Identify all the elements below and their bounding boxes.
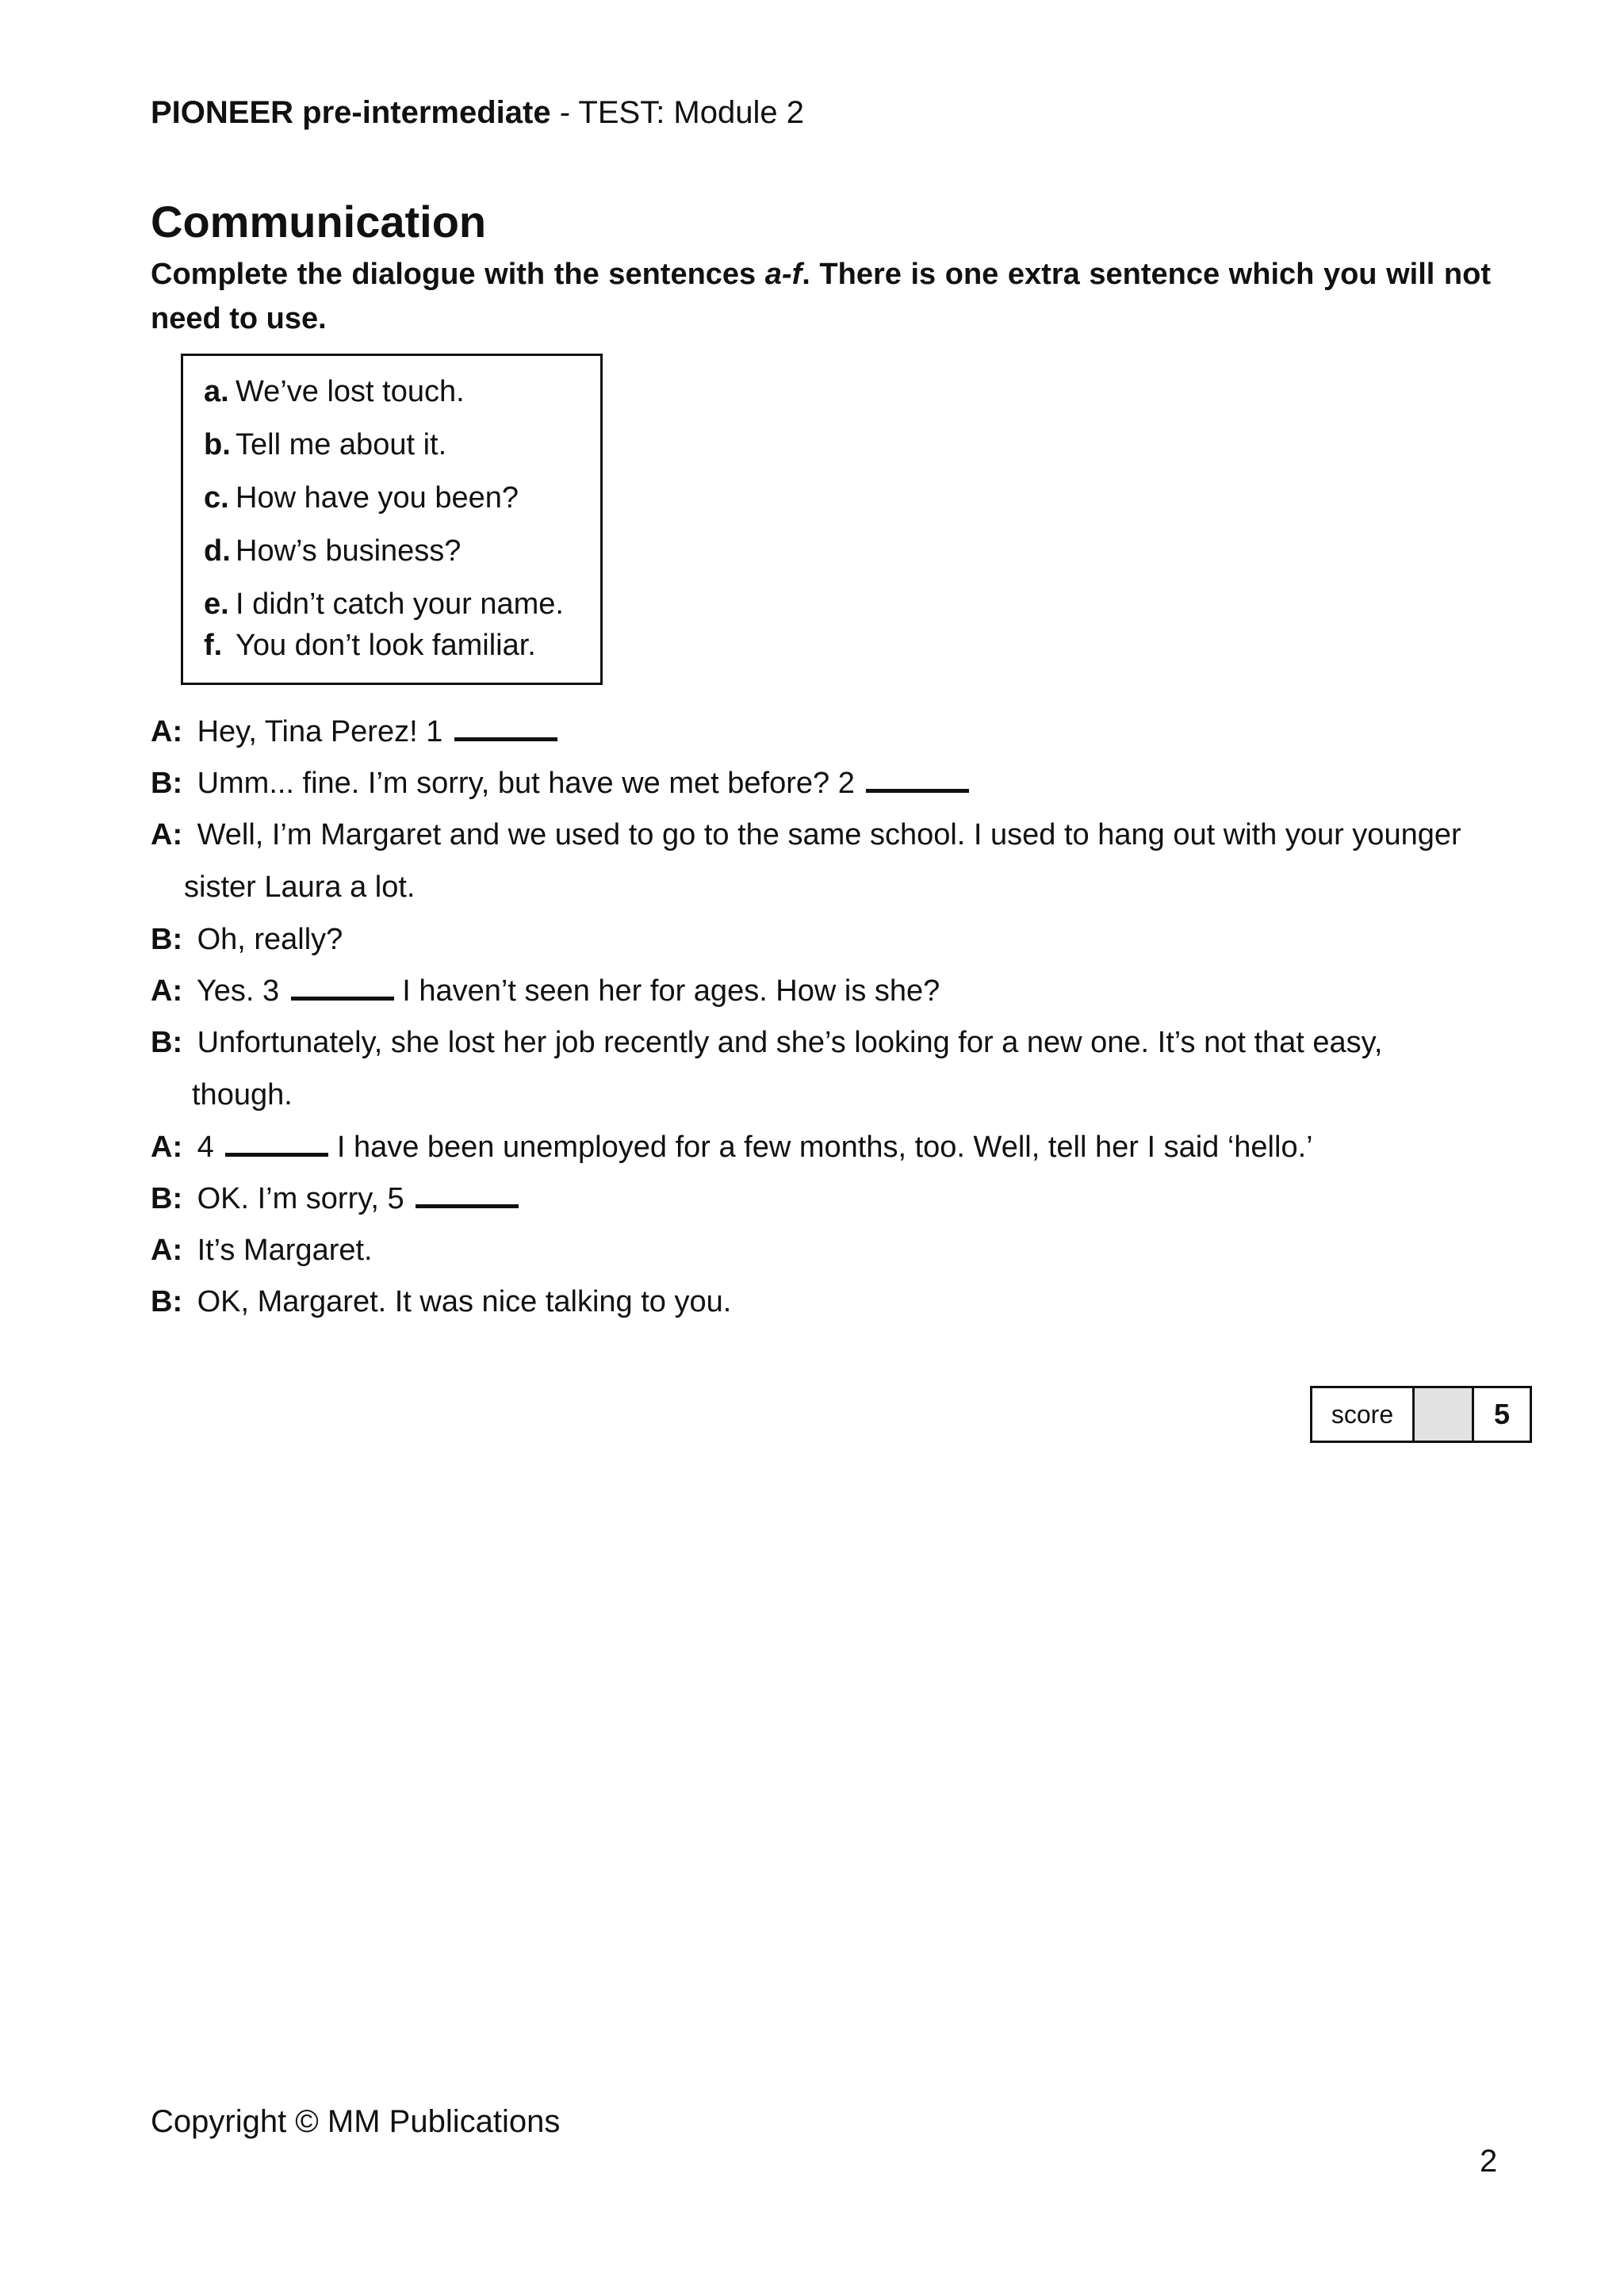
score-max: 5 — [1493, 1398, 1511, 1430]
option-text: You don’t look familiar. — [236, 629, 536, 662]
dialogue-text: OK. I’m sorry, 5 — [197, 1182, 404, 1215]
instructions-after: . There is one extra sentence which you will not need to use. — [151, 258, 1492, 335]
option-a — [204, 373, 465, 410]
dialogue-text: It’s Margaret. — [197, 1234, 373, 1267]
option-c — [204, 480, 519, 516]
copyright: Copyright © MM Publications — [151, 2104, 561, 2139]
speaker-label: A: — [151, 818, 183, 851]
header-title-rest: - TEST: Module 2 — [550, 95, 804, 130]
dialogue-line — [151, 973, 940, 1009]
option-text: We’ve lost touch. — [236, 375, 465, 408]
page-header — [151, 94, 804, 132]
dialogue-line — [151, 817, 1461, 853]
instructions — [151, 252, 1491, 341]
dialogue-line — [151, 921, 343, 958]
dialogue-line — [151, 1129, 1313, 1165]
dialogue-line — [151, 714, 557, 750]
answer-blank-5[interactable] — [416, 1181, 519, 1208]
dialogue-continuation: though. — [192, 1078, 293, 1112]
dialogue-text: Hey, Tina Perez! 1 — [197, 715, 443, 748]
dialogue-text: Umm... fine. I’m sorry, but have we met before? 2 — [197, 767, 855, 800]
options-box — [181, 354, 603, 685]
speaker-label: A: — [151, 1234, 183, 1267]
speaker-label: B: — [151, 767, 183, 800]
dialogue-text-after: I haven’t seen her for ages. How is she? — [393, 974, 940, 1008]
dialogue-text: Unfortunately, she lost her job recently and she’s looking for a new one. It’s not that easy, — [197, 1026, 1383, 1059]
score-input-cell[interactable] — [1415, 1388, 1474, 1441]
dialogue-text: Oh, really? — [197, 923, 343, 956]
speaker-label: B: — [151, 1182, 183, 1215]
option-letter: c. — [204, 481, 229, 515]
answer-blank-2[interactable] — [866, 765, 969, 793]
option-text: Tell me about it. — [236, 428, 447, 461]
option-letter: f. — [204, 629, 223, 662]
dialogue-continuation: sister Laura a lot. — [184, 871, 416, 904]
option-b — [204, 427, 446, 463]
speaker-label: B: — [151, 1285, 183, 1318]
dialogue-line — [151, 1181, 519, 1217]
header-title-bold: PIONEER pre-intermediate — [151, 95, 551, 130]
option-text: How’s business? — [236, 534, 462, 568]
page-number: 2 — [1480, 2144, 1498, 2179]
dialogue-line — [151, 765, 969, 802]
answer-blank-4[interactable] — [225, 1129, 328, 1157]
option-f — [204, 627, 536, 664]
speaker-label: B: — [151, 1026, 183, 1059]
score-label: score — [1312, 1388, 1415, 1441]
section-title: Communication — [151, 197, 487, 247]
dialogue-text: Well, I’m Margaret and we used to go to the same school. I used to hang out with your younger — [197, 818, 1461, 851]
instructions-before: Complete the dialogue with the sentences — [151, 258, 765, 291]
option-d — [204, 533, 461, 569]
dialogue-text: 4 — [197, 1131, 214, 1164]
answer-blank-3[interactable] — [291, 973, 394, 1001]
option-letter: b. — [204, 428, 231, 461]
dialogue-line — [151, 1232, 373, 1269]
score-box — [1310, 1386, 1532, 1443]
speaker-label: B: — [151, 923, 183, 956]
option-letter: e. — [204, 587, 229, 621]
answer-blank-1[interactable] — [454, 714, 557, 741]
option-letter: a. — [204, 375, 229, 408]
speaker-label: A: — [151, 1131, 183, 1164]
option-text: I didn’t catch your name. — [236, 587, 564, 621]
speaker-label: A: — [151, 715, 183, 748]
instructions-range: a-f — [764, 258, 802, 291]
dialogue-line — [151, 1284, 731, 1320]
option-text: How have you been? — [236, 481, 519, 515]
dialogue-text: Yes. 3 — [196, 974, 280, 1008]
option-e — [204, 586, 564, 622]
dialogue-text: OK, Margaret. It was nice talking to you. — [197, 1285, 732, 1318]
dialogue-line — [151, 1024, 1382, 1061]
speaker-label: A: — [151, 974, 183, 1008]
option-letter: d. — [204, 534, 231, 568]
dialogue-text-after: I have been unemployed for a few months, too. Well, tell her I said ‘hello.’ — [328, 1131, 1313, 1164]
